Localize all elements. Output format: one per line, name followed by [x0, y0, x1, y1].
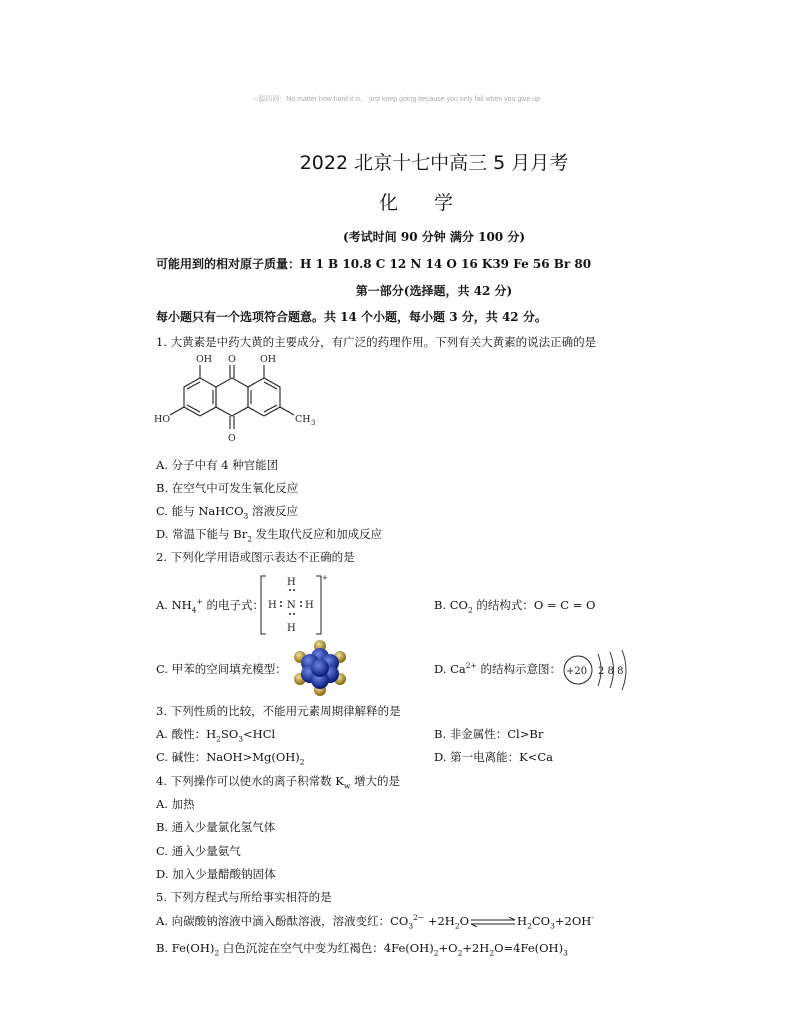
lewis-n: N: [287, 600, 296, 611]
part1-heading: 第一部分(选择题，共 42 分): [355, 284, 513, 298]
q4-option-d: D. 加入少量醋酸钠固体: [156, 867, 276, 881]
toluene-space-filling-model: [292, 640, 348, 696]
time-info: (考试时间 90 分钟 满分 100 分): [343, 230, 525, 244]
q1-option-a: A. 分子中有 4 种官能团: [156, 458, 279, 472]
nucleus-charge: +20: [566, 666, 588, 677]
q5-stem: 5. 下列方程式与所给事实相符的是: [156, 890, 332, 904]
ammonium-lewis-structure: [258, 574, 330, 636]
q3-stem: 3. 下列性质的比较，不能用元素周期律解释的是: [156, 704, 401, 718]
calcium-ion-structure-diagram: [560, 648, 642, 692]
oh-right-label: OH: [260, 354, 277, 365]
q2-option-d: D. $Ca^{2+}$ 的结构示意图：: [434, 661, 561, 676]
q4-option-c: C. 通入少量氨气: [156, 844, 241, 858]
o-top-label: O: [228, 354, 236, 365]
oh-left-label: OH: [196, 354, 213, 365]
subject-title: 化学: [378, 192, 489, 214]
q2-option-c: C. 甲苯的空间填充模型：: [156, 662, 287, 676]
o-bottom-label: O: [228, 433, 236, 444]
exam-title: 2022 北京十七中高三 5 月月考: [299, 152, 569, 174]
atomic-masses: 可能用到的相对原子质量：H 1 B 10.8 C 12 N 14 O 16 K39 Fe 56 Br 80: [156, 257, 592, 271]
q1-option-c: C. 能与 NaHCO$_3$ 溶液反应: [156, 504, 298, 521]
electron-shells: 2 8 8: [598, 666, 624, 677]
q4-option-a: A. 加热: [156, 797, 195, 811]
ho-label: HO: [154, 414, 171, 425]
lewis-h-left: H: [268, 600, 277, 611]
q3-option-d: D. 第一电离能：K<Ca: [434, 750, 554, 764]
q4-stem: 4. 下列操作可以使水的离子积常数 $K_w$ 增大的是: [156, 774, 400, 791]
q4-option-b: B. 通入少量氯化氢气体: [156, 820, 276, 834]
q3-option-c: C. 碱性：$NaOH>Mg(OH)_2$: [156, 750, 305, 767]
lewis-h-right: H: [305, 600, 314, 611]
q1-option-b: B. 在空气中可发生氧化反应: [156, 481, 299, 495]
q2-option-b: B. $CO_2$ 的结构式：O = C = O: [434, 598, 596, 615]
lewis-h-bottom: H: [287, 623, 296, 634]
lewis-h-top: H: [287, 577, 296, 588]
q3-option-a: A. 酸性：$H_2SO_3<HCl$: [156, 727, 276, 744]
lewis-charge: +: [322, 574, 328, 582]
q2-stem: 2. 下列化学用语或图示表达不正确的是: [156, 550, 355, 564]
watermark: ○源四网：No matter how hard it is， just keep going because you only fail when you give up: [254, 96, 540, 103]
q3-option-b: B. 非金属性：Cl>Br: [434, 727, 544, 741]
q5-option-a: A. 向碳酸钠溶液中滴入酚酞溶液，溶液变红：$CO_3^{2-} +2H_2O$ $H_2CO_3+2OH^-$: [156, 913, 594, 931]
q1-stem: 1. 大黄素是中药大黄的主要成分，有广泛的药理作用。下列有关大黄素的说法正确的是: [156, 335, 597, 349]
q2-option-a: A. $NH_4^+$ 的电子式：: [156, 597, 264, 615]
q1-option-d: D. 常温下能与 $Br_2$ 发生取代反应和加成反应: [156, 527, 383, 544]
ch3-label: CH: [295, 414, 311, 425]
equilibrium-arrow-icon: [469, 917, 517, 927]
q5-option-b: B. $Fe(OH)_2$ 白色沉淀在空气中变为红褐色：$4Fe(OH)_2+O_2+2H_2O=4Fe(OH)_3$: [156, 941, 568, 958]
instructions: 每小题只有一个选项符合题意。共 14 个小题，每小题 3 分，共 42 分。: [156, 310, 547, 324]
ch3-subscript: 3: [311, 419, 316, 427]
emodin-structure: [152, 352, 332, 446]
